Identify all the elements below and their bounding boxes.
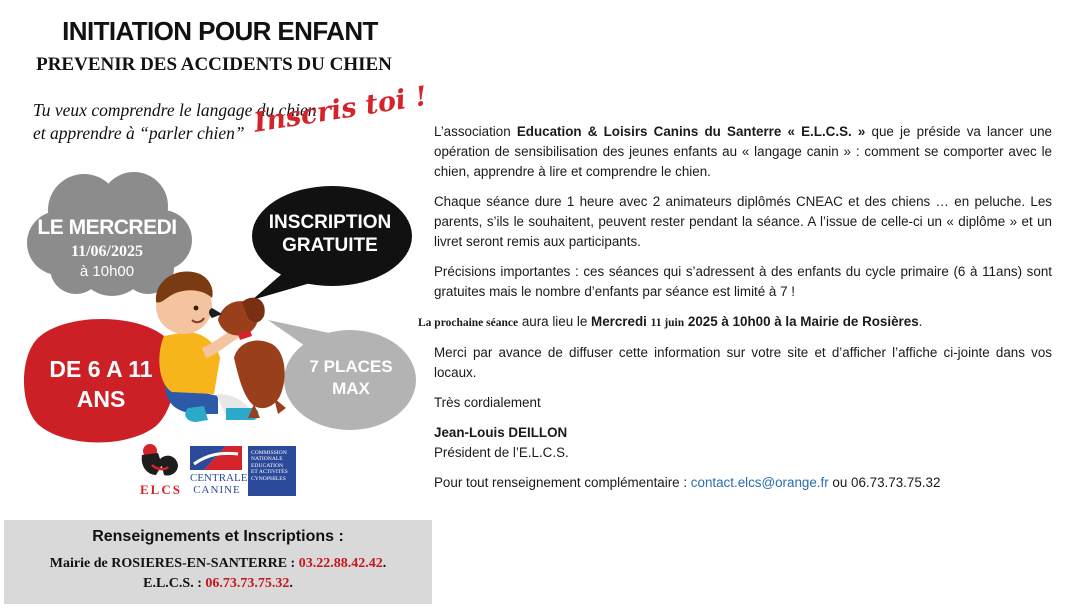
free-registration-line-1: INSCRIPTION: [268, 212, 392, 233]
next-session-when-where: 2025 à 10h00 à la Mairie de Rosières: [684, 314, 919, 329]
letter-paragraph-next-session: [418, 312, 1052, 333]
contact-elcs-dot: .: [289, 576, 293, 591]
next-session-period: .: [918, 314, 923, 329]
contact-mairie-phone: 03.22.88.42.42: [298, 556, 383, 571]
contact-mairie-dot: .: [382, 556, 387, 571]
contact-elcs-line: [4, 576, 432, 592]
contact-mairie-line: [4, 556, 432, 572]
next-session-connector: aura lieu le: [518, 314, 592, 329]
cneac-line-2: NATIONALE: [251, 456, 283, 463]
cneac-line-3: EDUCATION: [251, 462, 284, 469]
inscris-toi-callout: Inscris toi !: [251, 80, 430, 139]
event-poster: [4, 0, 432, 604]
next-session-label: La prochaine séance: [418, 317, 519, 329]
intro-pre: L’association: [434, 124, 517, 139]
contact-info-heading: Renseignements et Inscriptions :: [92, 528, 344, 545]
age-range-line-2: ANS: [76, 386, 126, 412]
contact-mairie-label: Mairie de ROSIERES-EN-SANTERRE :: [49, 556, 299, 571]
event-day-label: LE MERCREDI: [37, 216, 177, 239]
cneac-line-1: COMMISSION: [251, 450, 287, 456]
association-name: Education & Loisirs Canins du Santerre « E.L.C.S. »: [516, 124, 866, 139]
free-registration-line-2: GRATUITE: [282, 235, 378, 256]
event-time: à 10h00: [79, 263, 135, 280]
poster-subtitle: PREVENIR DES ACCIDENTS DU CHIEN: [36, 54, 392, 75]
contact-elcs-label: E.L.C.S. :: [143, 576, 206, 591]
contact-pre: Pour tout renseignement complémentaire :: [434, 475, 691, 490]
contact-elcs-phone: 06.73.73.75.32: [205, 576, 290, 591]
next-session-weekday: Mercredi: [591, 314, 651, 329]
centrale-canine-line-2: CANINE: [193, 484, 241, 496]
centrale-canine-logo: [190, 446, 298, 498]
free-registration-text: [256, 211, 404, 257]
letter-paragraph-details: Précisions importantes : ces séances qui s’adressent à des enfants du cycle primaire (6 à 11ans) sont gratuites mais le nombre d’enfants par séance est limité à 7 !: [434, 264, 1052, 299]
elcs-logo-text: ELCS: [140, 482, 182, 497]
letter-paragraph-request: Merci par avance de diffuser cette information sur votre site et d’afficher l’affiche ci-jointe dans vos locaux.: [434, 345, 1052, 380]
cneac-line-4: ET ACTIVITÉS: [251, 469, 288, 476]
letter-paragraph-session: Chaque séance dure 1 heure avec 2 animateurs diplômés CNEAC et des chiens … en peluche. Les parents, s’ils le souhaitent, peuvent rester pendant la séance. A l’issue de celle-ci un « diplôme » et un livret seront remis aux participants.: [434, 194, 1052, 249]
child-hugging-dog-illustration: [142, 258, 292, 426]
poster-title: INITIATION POUR ENFANT: [62, 16, 378, 46]
centrale-canine-flag-icon: [190, 446, 242, 470]
centrale-canine-line-1: CENTRALE: [190, 472, 248, 484]
letter-signature: [434, 423, 1052, 463]
letter-body: [418, 122, 1052, 503]
poster-tagline-line-2: et apprendre à “parler chien”: [33, 123, 245, 143]
letter-closing: Très cordialement: [434, 395, 541, 410]
signature-name: Jean-Louis DEILLON: [434, 425, 568, 440]
contact-email-link[interactable]: contact.elcs@orange.fr: [690, 475, 829, 490]
event-date: 11/06/2025: [70, 243, 143, 260]
age-range-line-1: DE 6 A 11: [49, 356, 153, 382]
next-session-day: 11 juin: [650, 317, 685, 329]
places-line-2: MAX: [332, 379, 370, 398]
poster-tagline-line-1: Tu veux comprendre le langage du chien: [33, 100, 317, 120]
cneac-logo: [248, 446, 296, 496]
intro-post: que je préside va lancer une opération de sensibilisation des jeunes enfants au « langage canin » : comment se comporter avec le chien, apprendre à lire et comprendre le chien.: [434, 124, 1052, 179]
contact-phone: ou 06.73.73.75.32: [828, 475, 941, 490]
letter-paragraph-contact: [434, 473, 1052, 493]
cneac-line-5: CYNOPHILES: [251, 475, 286, 482]
signature-title: Président de l’E.L.C.S.: [434, 445, 569, 460]
places-line-1: 7 PLACES: [309, 357, 393, 376]
letter-paragraph-intro: [434, 122, 1052, 182]
places-text: [290, 356, 412, 400]
